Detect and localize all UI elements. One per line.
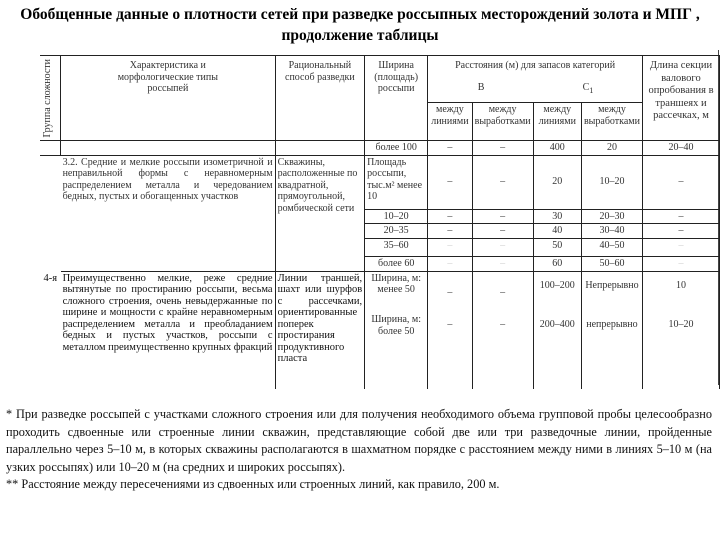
category-c1: $C_1$ <box>582 81 594 95</box>
width-cell: 35–60 <box>365 239 428 257</box>
table-row <box>40 155 720 209</box>
b-workings-cell: – <box>472 141 533 156</box>
c1-workings-cell: 50–60 <box>581 257 642 272</box>
method-cell <box>275 141 365 156</box>
c1-lines-cell: 200–400 <box>533 313 581 389</box>
method-cell: Скважины, расположенные по квадратной, прямоугольной, ромбической сети <box>275 155 365 271</box>
b-workings-cell: – <box>472 239 533 257</box>
width-cell: более 100 <box>365 141 428 156</box>
characteristic-cell: 3.2. Средние и мелкие россыпи изометричной и неправильной формы с неравномерным распределением металла и чередованием бедных, пустых и обогащенных участков <box>61 155 276 271</box>
width-cell: Ширина, м: менее 50 <box>365 271 428 313</box>
width-cell: 10–20 <box>365 209 428 224</box>
b-lines-cell: – <box>428 257 472 272</box>
length-cell: – <box>642 209 719 224</box>
footnotes <box>6 406 712 494</box>
c1-lines-cell: 100–200 <box>533 271 581 313</box>
length-cell: 20–40 <box>642 141 719 156</box>
b-lines-cell: – <box>428 313 472 389</box>
page-title: Обобщенные данные о плотности сетей при разведке россыпных месторождений золота и МПГ , продолжение таблицы <box>20 6 700 44</box>
c1-lines-cell: 40 <box>533 224 581 239</box>
group-cell: 4-я <box>43 273 58 284</box>
c1-lines-cell: 30 <box>533 209 581 224</box>
width-cell: более 60 <box>365 257 428 272</box>
length-cell: 10 <box>642 271 719 313</box>
c1-workings-cell: 20–30 <box>581 209 642 224</box>
b-lines-cell: – <box>428 271 472 313</box>
c1-workings-cell: Непрерывно <box>581 271 642 313</box>
header-width: Ширина (площадь) россыпи <box>365 56 428 141</box>
table-row <box>40 141 720 156</box>
distances-label: Расстояния (м) для запасов категорий <box>455 60 616 71</box>
header-group: Группа сложности <box>40 56 61 141</box>
b-workings-cell: – <box>472 271 533 313</box>
density-table <box>40 55 720 389</box>
length-cell: 10–20 <box>642 313 719 389</box>
c1-lines-cell: 400 <box>533 141 581 156</box>
width-cell: Ширина, м: более 50 <box>365 313 428 389</box>
b-lines-cell: – <box>428 155 472 209</box>
b-lines-cell: – <box>428 224 472 239</box>
characteristic-cell <box>61 141 276 156</box>
header-length: Длина секции валового опробования в траншеях и рассечках, м <box>642 56 719 141</box>
width-cell: Площадь россыпи, тыс.м² менее 10 <box>365 155 428 209</box>
c1-workings-cell: 10–20 <box>581 155 642 209</box>
header-c1-workings: между выработками <box>581 103 642 141</box>
b-workings-cell: – <box>472 257 533 272</box>
length-cell: – <box>642 224 719 239</box>
length-cell: – <box>642 155 719 209</box>
c1-lines-cell: 50 <box>533 239 581 257</box>
method-cell: Линии траншей, шахт или шурфов с рассечками, ориентированные поперек простирания продуктивного пласта <box>275 271 365 389</box>
table-row <box>40 271 720 313</box>
header-method: Рациональный способ разведки <box>275 56 365 141</box>
c1-workings-cell: непрерывно <box>581 313 642 389</box>
category-b: B <box>477 81 485 93</box>
c1-lines-cell: 60 <box>533 257 581 272</box>
group-cell <box>40 155 61 271</box>
width-cell: 20–35 <box>365 224 428 239</box>
group-cell <box>40 141 61 156</box>
length-cell: – <box>642 257 719 272</box>
header-b-workings: между выработками <box>472 103 533 141</box>
b-workings-cell: – <box>472 155 533 209</box>
b-lines-cell: – <box>428 239 472 257</box>
footnote-2: ** Расстояние между пересечениями из сдвоенных или строенных линий, как правило, 200 м. <box>6 477 500 491</box>
length-cell: – <box>642 239 719 257</box>
b-lines-cell: – <box>428 209 472 224</box>
header-b-lines: между линиями <box>428 103 472 141</box>
header-distances <box>428 56 643 103</box>
b-workings-cell: – <box>472 313 533 389</box>
header-c1-lines: между линиями <box>533 103 581 141</box>
c1-workings-cell: 20 <box>581 141 642 156</box>
b-workings-cell: – <box>472 209 533 224</box>
c1-workings-cell: 30–40 <box>581 224 642 239</box>
b-workings-cell: – <box>472 224 533 239</box>
footnote-1: * При разведке россыпей с участками сложного строения или для получения необходимого объема групповой пробы целесообразно проходить сдвоенные или строенные линии скважин, представляющие собой две или три разведочные линии, пройденные параллельно через 5–10 м, в которых скважины располагаются в шахматном порядке с расстоянием между ними в линиях 5–10 м (на узких россыпях) или 10–20 м (на средних и широких россыпях). <box>6 407 712 474</box>
b-lines-cell: – <box>428 141 472 156</box>
characteristic-cell: Преимущественно мелкие, реже средние вытянутые по простиранию россыпи, весьма сложного строения, очень невыдержанные по ширине и мощности с крайне неравномерным распределением металла и преобладанием бедных и пустых участков, россыпи с металлом преимущественно крупных фракций <box>61 271 276 389</box>
c1-workings-cell: 40–50 <box>581 239 642 257</box>
c1-lines-cell: 20 <box>533 155 581 209</box>
header-characteristic: Характеристика и морфологические типы россыпей <box>61 56 276 141</box>
